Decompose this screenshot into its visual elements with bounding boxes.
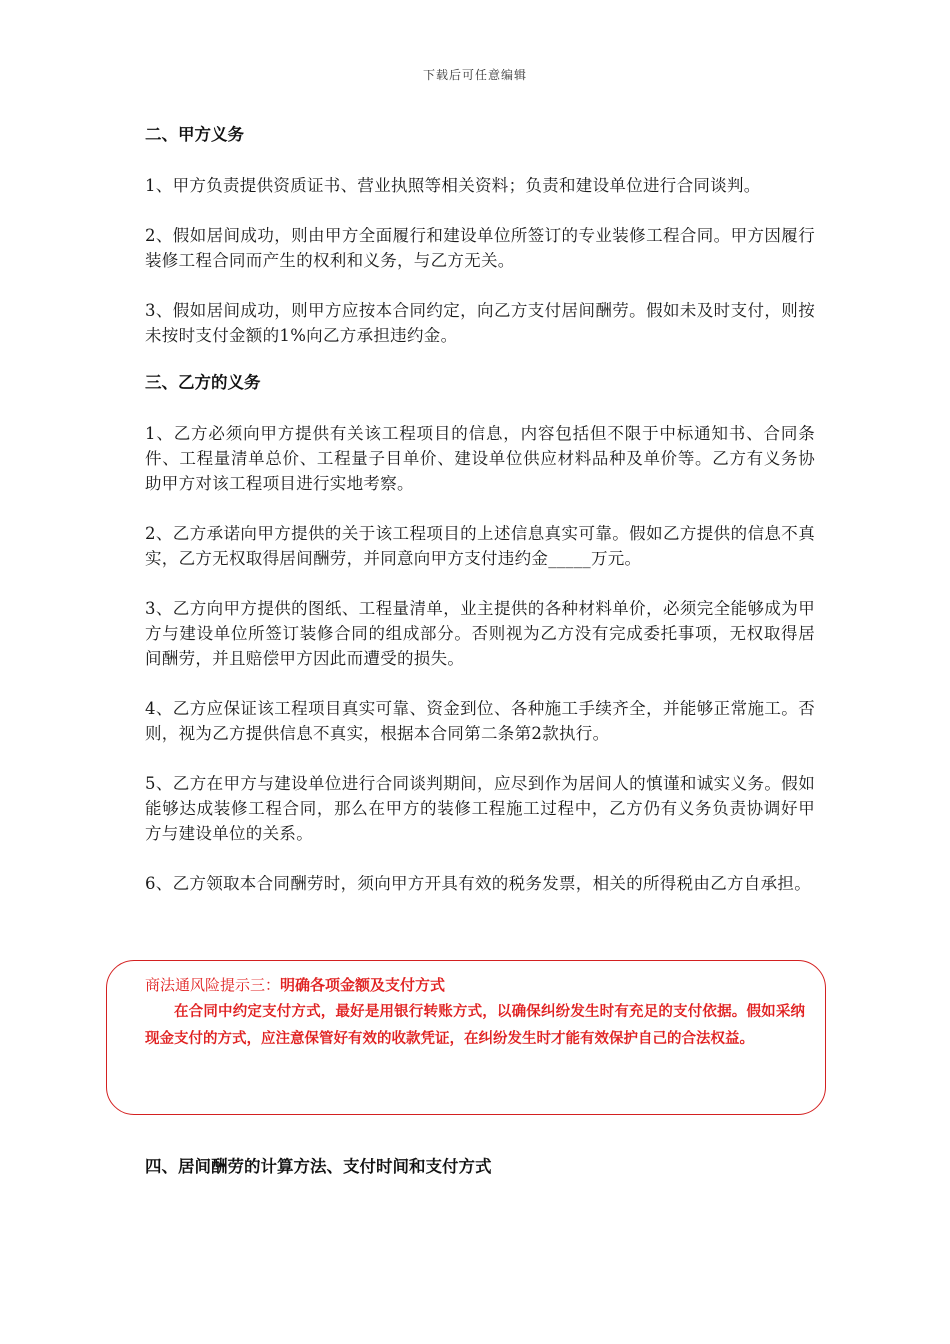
clause-3-3: 3、乙方向甲方提供的图纸、工程量清单，业主提供的各种材料单价，必须完全能够成为甲方与建设单位所签订装修合同的组成部分。否则视为乙方没有完成委托事项，无权取得居间酬劳，并且赔偿甲方因此而遭受的损失。	[145, 599, 815, 668]
risk-notice-label: 商法通风险提示三：	[145, 976, 281, 994]
risk-notice-heading: 明确各项金额及支付方式	[280, 976, 446, 994]
section-heading-commission-calculation: 四、居间酬劳的计算方法、支付时间和支付方式	[145, 1157, 492, 1176]
document-body	[145, 122, 815, 896]
clause-3-1: 1、乙方必须向甲方提供有关该工程项目的信息，内容包括但不限于中标通知书、合同条件、工程量清单总价、工程量子目单价、建设单位供应材料品种及单价等。乙方有义务协助甲方对该工程项目进行实地考察。	[145, 424, 815, 493]
clause-3-4: 4、乙方应保证该工程项目真实可靠、资金到位、各种施工手续齐全，并能够正常施工。否则，视为乙方提供信息不真实，根据本合同第二条第2款执行。	[145, 699, 815, 743]
clause-2-2: 2、假如居间成功，则由甲方全面履行和建设单位所签订的专业装修工程合同。甲方因履行装修工程合同而产生的权利和义务，与乙方无关。	[145, 226, 815, 270]
clause-2-3: 3、假如居间成功，则甲方应按本合同约定，向乙方支付居间酬劳。假如未及时支付，则按未按时支付金额的1%向乙方承担违约金。	[145, 301, 815, 345]
risk-notice-body: 在合同中约定支付方式，最好是用银行转账方式，以确保纠纷发生时有充足的支付依据。假如采纳现金支付的方式，应注意保管好有效的收款凭证，在纠纷发生时才能有效保护自己的合法权益。	[145, 1004, 805, 1047]
clause-3-2: 2、乙方承诺向甲方提供的关于该工程项目的上述信息真实可靠。假如乙方提供的信息不真实，乙方无权取得居间酬劳，并同意向甲方支付违约金_____万元。	[145, 524, 815, 568]
section-heading-party-a-obligations: 二、甲方义务	[145, 125, 244, 144]
clause-3-5: 5、乙方在甲方与建设单位进行合同谈判期间，应尽到作为居间人的慎谨和诚实义务。假如能够达成装修工程合同，那么在甲方的装修工程施工过程中，乙方仍有义务负责协调好甲方与建设单位的关系。	[145, 774, 815, 843]
section-heading-party-b-obligations: 三、乙方的义务	[145, 373, 261, 392]
page-header: 下载后可任意编辑	[422, 68, 527, 82]
risk-notice-box	[106, 960, 826, 1115]
clause-2-1: 1、甲方负责提供资质证书、营业执照等相关资料；负责和建设单位进行合同谈判。	[145, 176, 761, 195]
risk-notice-title	[145, 973, 445, 997]
clause-3-6: 6、乙方领取本合同酬劳时，须向甲方开具有效的税务发票，相关的所得税由乙方自承担。	[145, 874, 811, 893]
